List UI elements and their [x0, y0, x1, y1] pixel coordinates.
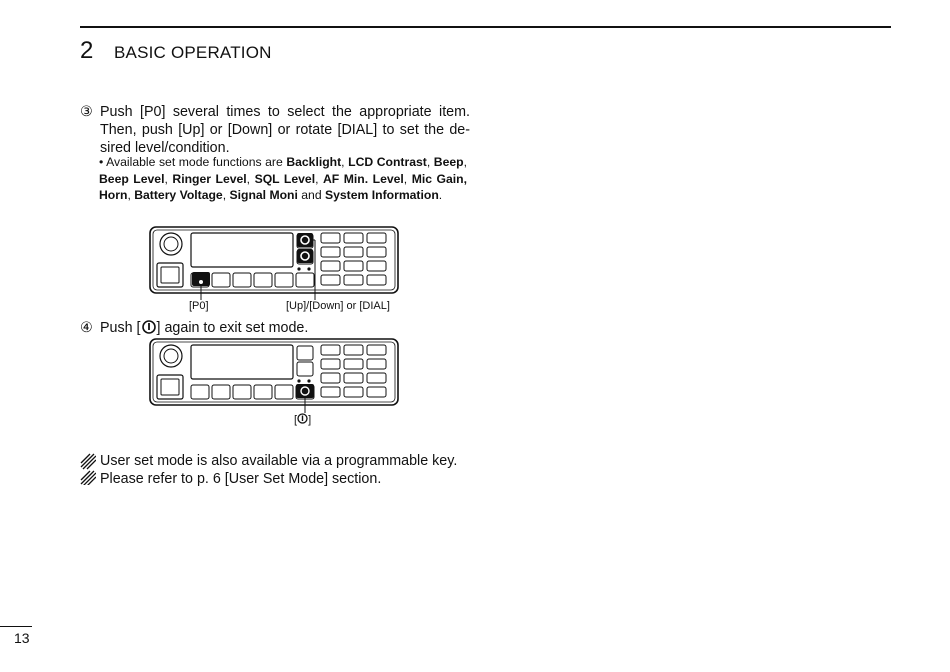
radio-front-panel-figure-1 [148, 224, 400, 316]
step-3-marker: ③ [80, 104, 93, 120]
section-title: BASIC OPERATION [114, 43, 272, 62]
step-3 [80, 103, 470, 157]
func-battery-voltage: Battery Voltage [134, 188, 223, 202]
bullet-prefix: • Available set mode functions are [99, 155, 287, 169]
func-beep-level: Beep Level [99, 171, 165, 186]
page-number-rule [0, 626, 32, 627]
func-beep: Beep [433, 155, 464, 169]
func-backlight: Backlight [286, 155, 342, 169]
func-lcd-contrast: LCD Contrast [348, 155, 427, 169]
power-icon [141, 320, 157, 334]
page-number: 13 [14, 630, 30, 646]
func-af-min-level: AF Min. Level [323, 171, 404, 186]
note-icon [80, 453, 96, 485]
power-icon-small [297, 413, 308, 424]
step-3-text: Push [P0] several times to select the appropriate item. Then, push [Up] or [Down] or rotate [DIAL] to set the de-sired level/condition. [100, 104, 470, 156]
note-line-2: Please refer to p. 6 [User Set Mode] section. [100, 471, 382, 487]
label-power: [ ] [294, 414, 312, 426]
section-number: 2 [80, 37, 94, 64]
header-rule [80, 26, 891, 28]
step-4-marker: ④ [80, 320, 93, 336]
func-system-information: System Information [325, 188, 439, 202]
func-ringer-level: Ringer Level [172, 171, 247, 186]
func-mic-gain-horn: Mic Gain, Horn [99, 171, 468, 202]
note-line-1: User set mode is also available via a programmable key. [100, 453, 458, 469]
note-block [80, 452, 457, 488]
step-4 [80, 319, 470, 337]
func-sql-level: SQL Level [254, 171, 316, 186]
func-signal-moni: Signal Moni [229, 188, 298, 202]
step-4-text-before: Push [ [100, 320, 141, 336]
label-up-down-dial: [Up]/[Down] or [DIAL] [286, 300, 390, 312]
step-4-text-after: ] again to exit set mode. [156, 320, 309, 336]
radio-front-panel-figure-2 [148, 336, 400, 428]
set-mode-functions-bullet: • Available set mode functions are Backlight, LCD Contrast, Beep, Beep Level, Ringer Level, SQL Level, AF Min. Level, Mic Gain, Horn, Battery Voltage, Signal Moni and System Information. [99, 155, 468, 202]
radio-illustration-2 [148, 336, 400, 428]
label-p0: [P0] [189, 300, 209, 312]
